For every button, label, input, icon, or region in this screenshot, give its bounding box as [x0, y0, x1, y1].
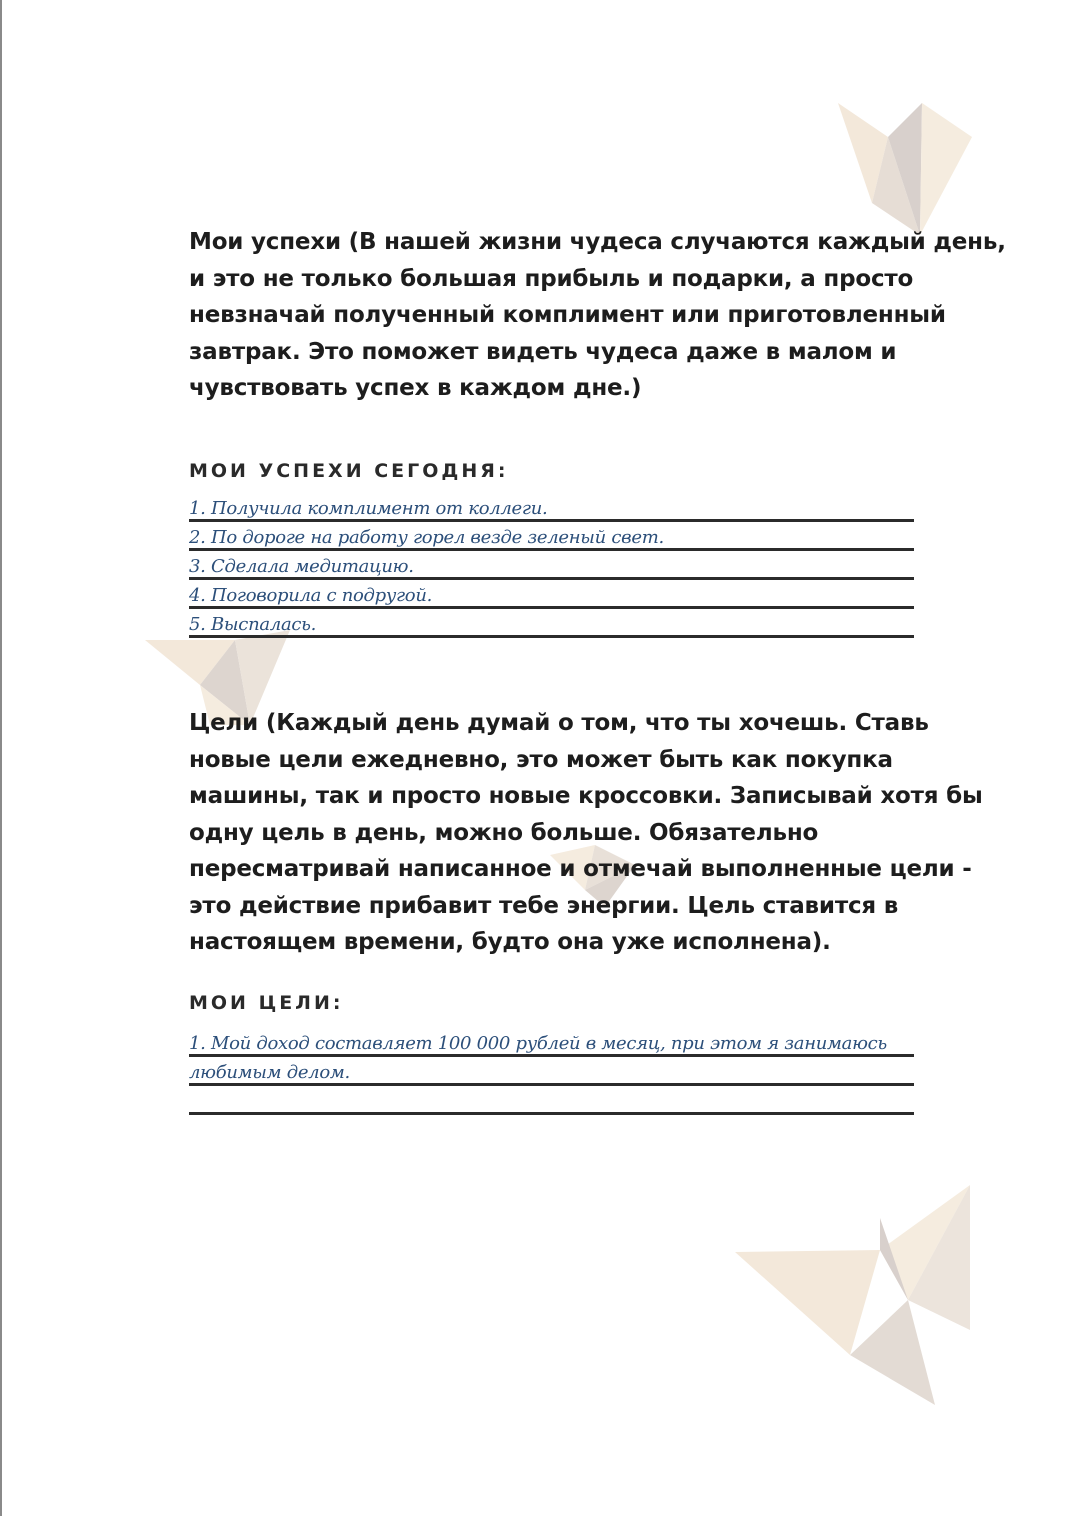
- successes-intro-line: завтрак. Это поможет видеть чудеса даже в малом и: [189, 338, 897, 365]
- goal-entry: любимым делом.: [189, 1062, 350, 1083]
- goals-intro-line: настоящем времени, будто она уже исполнена).: [189, 929, 831, 955]
- goals-lines: [189, 1028, 914, 1115]
- successes-intro-line: Мои успехи (В нашей жизни чудеса случаются каждый день,: [189, 229, 1006, 255]
- origami-butterfly-top-right: [830, 95, 980, 245]
- goal-entry: 1. Мой доход составляет 100 000 рублей в месяц, при этом я занимаюсь: [189, 1033, 887, 1054]
- goals-intro-line: машины, так и просто новые кроссовки. Записывай хотя бы: [189, 783, 983, 809]
- successes-intro-line: чувствовать успех в каждом дне.): [189, 375, 642, 401]
- writing-line: [189, 493, 914, 522]
- writing-line: [189, 1028, 914, 1057]
- goals-heading: МОИ ЦЕЛИ:: [189, 992, 344, 1014]
- goals-intro-line: Цели (Каждый день думай о том, что ты хочешь. Ставь: [189, 710, 929, 736]
- writing-line: [189, 522, 914, 551]
- goals-intro: [189, 705, 983, 961]
- successes-intro: [189, 224, 1006, 407]
- goals-intro-line: одну цель в день, можно больше. Обязательно: [189, 819, 819, 846]
- successes-intro-text: [189, 224, 1006, 407]
- writing-line: [189, 1057, 914, 1086]
- goals-intro-line: новые цели ежедневно, это может быть как покупка: [189, 746, 893, 773]
- writing-line: [189, 580, 914, 609]
- successes-intro-line: невзначай полученный комплимент или приготовленный: [189, 302, 946, 328]
- origami-butterfly-bottom-right: [730, 1180, 975, 1410]
- success-entry: 5. Выспалась.: [189, 614, 317, 635]
- writing-line: [189, 1086, 914, 1115]
- success-entry: 1. Получила комплимент от коллеги.: [189, 498, 548, 519]
- writing-line: [189, 551, 914, 580]
- writing-line: [189, 609, 914, 638]
- successes-heading: МОИ УСПЕХИ СЕГОДНЯ:: [189, 460, 509, 482]
- successes-intro-line: и это не только большая прибыль и подарки, а просто: [189, 265, 914, 292]
- goals-intro-line: пересматривай написанное и отмечай выполненные цели -: [189, 856, 972, 882]
- success-entry: 2. По дороге на работу горел везде зеленый свет.: [189, 527, 664, 548]
- success-entry: 4. Поговорила с подругой.: [189, 585, 433, 606]
- goals-intro-text: [189, 705, 983, 961]
- goals-intro-line: это действие прибавит тебе энергии. Цель ставится в: [189, 892, 899, 919]
- successes-lines: [189, 493, 914, 638]
- page-left-edge: [0, 0, 2, 1516]
- success-entry: 3. Сделала медитацию.: [189, 556, 414, 577]
